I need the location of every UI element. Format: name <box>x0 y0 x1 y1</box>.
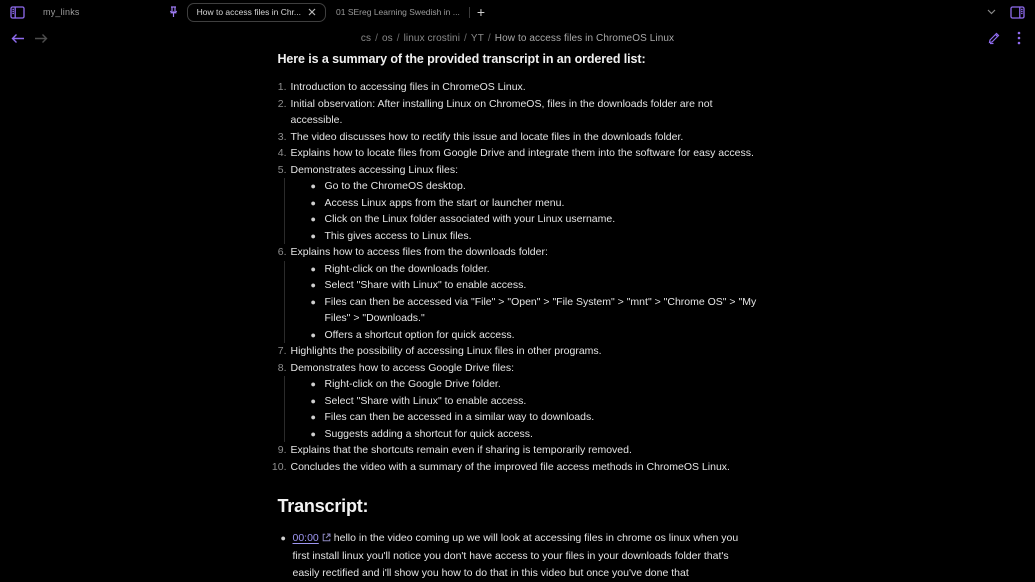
breadcrumb-item-os[interactable]: os <box>381 32 393 44</box>
list-item <box>278 442 758 459</box>
breadcrumb-item-yt[interactable]: YT <box>470 32 484 44</box>
tab-inactive[interactable]: 01 SEreg Learning Swedish in ... <box>336 7 460 17</box>
list-number: 1. <box>277 81 287 93</box>
top-tab-bar <box>0 0 1035 24</box>
bullet-dot: ● <box>310 395 316 406</box>
list-number: 3. <box>277 130 287 143</box>
bullet-item <box>285 261 758 278</box>
sidebar-left-toggle-icon[interactable] <box>10 6 25 19</box>
forward-arrow-icon[interactable] <box>34 33 48 44</box>
bullet-item-text: Files can then be accessed in a similar way to downloads. <box>324 411 595 423</box>
bullet-item-text: Select "Share with Linux" to enable access. <box>324 394 527 407</box>
transcript-entry <box>278 530 758 582</box>
bullet-dot: ● <box>310 379 316 389</box>
back-arrow-icon[interactable] <box>11 33 25 44</box>
list-item-text: Explains how to access files from the downloads folder: <box>290 246 548 258</box>
summary-ordered-list <box>271 79 758 475</box>
bullet-dot: ● <box>280 533 286 543</box>
new-tab-button[interactable]: + <box>476 4 486 20</box>
bullet-item <box>285 294 758 327</box>
note-content <box>271 52 758 582</box>
bullet-dot: ● <box>310 280 316 290</box>
list-number: 5. <box>277 163 287 176</box>
list-item <box>278 96 758 129</box>
list-number: 9. <box>277 444 287 456</box>
bullet-item-text: Files can then be accessed via "File" > "Open" > "File System" > "mnt" > "Chrome OS" > "My Files" > "Downloads." <box>324 295 757 324</box>
breadcrumb-current-page[interactable]: How to access files in ChromeOS Linux <box>494 32 675 44</box>
list-item-text: Demonstrates how to access Google Drive files: <box>290 361 515 374</box>
tab-separator <box>469 7 470 18</box>
bullet-dot: ● <box>310 197 316 208</box>
list-item <box>278 162 758 179</box>
bullet-item <box>285 393 758 410</box>
bullet-dot: ● <box>310 181 316 191</box>
bullet-dot: ● <box>310 296 316 307</box>
edit-pencil-icon[interactable] <box>987 31 1001 45</box>
timestamp-link[interactable]: 00:00 <box>292 532 319 544</box>
list-item-text: Demonstrates accessing Linux files: <box>290 163 458 176</box>
bullet-item <box>285 211 758 228</box>
list-item-text: Highlights the possibility of accessing Linux files in other programs. <box>290 345 602 357</box>
list-number: 6. <box>277 246 287 258</box>
bullet-item-text: Right-click on the Google Drive folder. <box>324 378 501 390</box>
bullet-item <box>285 376 758 393</box>
list-item-text: The video discusses how to rectify this issue and locate files in the downloads folder. <box>290 130 684 143</box>
nested-bullet-list <box>284 376 758 442</box>
bullet-item <box>285 409 758 426</box>
bullet-dot: ● <box>310 412 316 422</box>
list-item-text: Initial observation: After installing Linux on ChromeOS, files in the downloads folder are not accessible. <box>290 97 713 126</box>
list-number: 8. <box>277 361 287 374</box>
bullet-item <box>285 327 758 344</box>
summary-heading: Here is a summary of the provided transcript in an ordered list: <box>277 52 646 66</box>
list-item-text: Concludes the video with a summary of the improved file access methods in ChromeOS Linux. <box>290 460 730 473</box>
bullet-dot: ● <box>310 428 316 439</box>
breadcrumb <box>361 33 674 44</box>
pin-icon[interactable] <box>168 6 179 18</box>
breadcrumb-separator: / <box>464 32 467 44</box>
list-number: 2. <box>277 97 287 110</box>
bullet-item <box>285 178 758 195</box>
bullet-item-text: Click on the Linux folder associated with your Linux username. <box>324 213 616 225</box>
tab-close-icon[interactable] <box>308 8 316 16</box>
bullet-item-text: This gives access to Linux files. <box>324 229 472 242</box>
sidebar-right-toggle-icon[interactable] <box>1010 6 1025 19</box>
list-item <box>278 145 758 162</box>
bullet-dot: ● <box>310 329 316 340</box>
bullet-item-text: Go to the ChromeOS desktop. <box>324 180 466 192</box>
bullet-item <box>285 195 758 212</box>
list-item <box>278 343 758 360</box>
list-item <box>278 360 758 377</box>
tab-active-label: How to access files in Chr... <box>196 7 302 17</box>
transcript-list <box>278 530 758 582</box>
list-item <box>278 129 758 146</box>
nested-bullet-list <box>284 178 758 244</box>
bullet-item-text: Offers a shortcut option for quick access. <box>324 328 515 341</box>
nav-row <box>0 26 1035 50</box>
breadcrumb-separator: / <box>375 32 378 44</box>
breadcrumb-separator: / <box>396 32 400 44</box>
external-link-icon[interactable] <box>322 531 331 548</box>
list-number: 4. <box>277 147 287 159</box>
breadcrumb-item-cs[interactable]: cs <box>360 32 372 44</box>
bullet-item-text: Suggests adding a shortcut for quick access. <box>324 427 533 440</box>
list-item-text: Introduction to accessing files in ChromeOS Linux. <box>290 81 526 93</box>
bullet-item <box>285 228 758 245</box>
bullet-item-text: Right-click on the downloads folder. <box>324 262 490 275</box>
bullet-dot: ● <box>310 214 316 224</box>
list-item <box>271 459 758 476</box>
list-item-text: Explains how to locate files from Google Drive and integrate them into the software for easy access. <box>290 147 754 159</box>
bullet-item-text: Access Linux apps from the start or launcher menu. <box>324 196 565 209</box>
transcript-text: hello in the video coming up we will look at accessing files in chrome os linux when you first install linux you'll notice you don't have access to your files in your downloads folder that's easily rectified and i'll show you how to do that in this video but once you've done that <box>292 532 739 579</box>
transcript-entry-text <box>293 530 758 582</box>
transcript-heading: Transcript: <box>277 496 369 516</box>
bullet-item <box>285 277 758 294</box>
bullet-item-text: Select "Share with Linux" to enable access. <box>324 279 527 291</box>
breadcrumb-item-linux-crostini[interactable]: linux crostini <box>403 32 461 44</box>
list-item-text: Explains that the shortcuts remain even if sharing is temporarily removed. <box>290 444 632 456</box>
list-item <box>278 79 758 96</box>
breadcrumb-separator: / <box>487 32 491 44</box>
nested-bullet-list <box>284 261 758 344</box>
workspace-name[interactable]: my_links <box>43 7 80 17</box>
tab-active[interactable] <box>187 3 326 22</box>
bullet-dot: ● <box>310 230 316 241</box>
list-number: 7. <box>277 345 287 357</box>
kebab-menu-icon[interactable] <box>1017 31 1021 45</box>
chevron-down-icon[interactable] <box>987 9 996 15</box>
bullet-item <box>285 426 758 443</box>
bullet-dot: ● <box>310 263 316 274</box>
list-number: 10. <box>271 460 287 473</box>
list-item <box>278 244 758 261</box>
